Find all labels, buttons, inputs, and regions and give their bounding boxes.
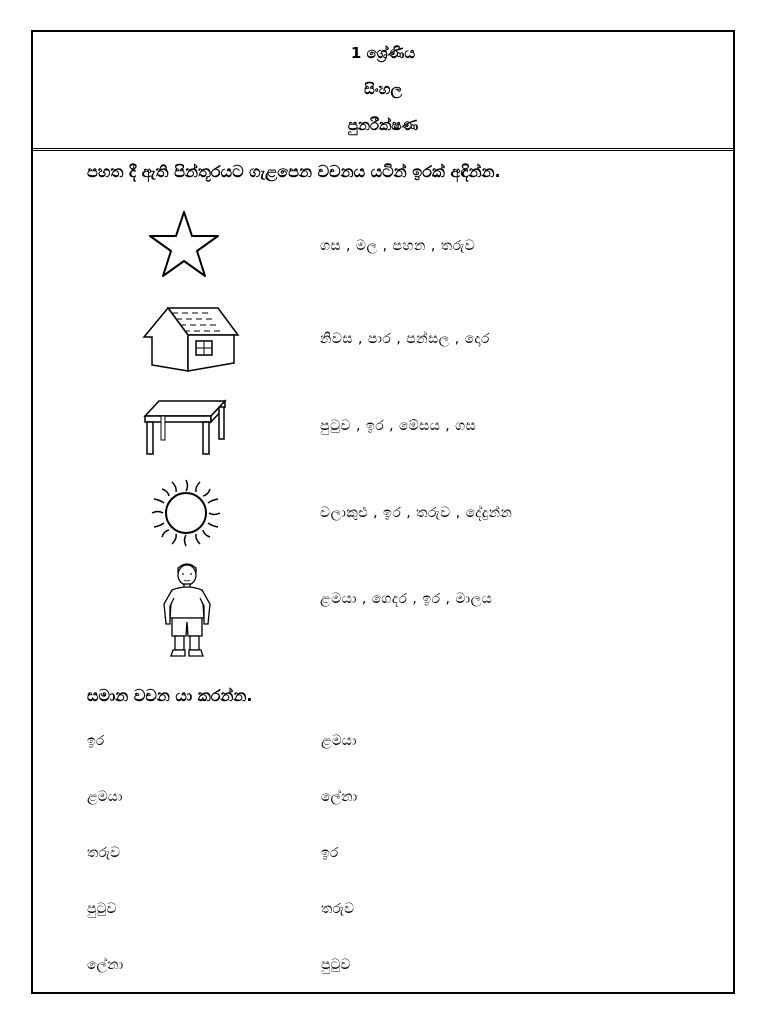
word-row-4: වලාකුළු , ඉර , තරුව , දේදුන්න [320, 505, 513, 521]
worksheet-header [31, 30, 735, 151]
table-icon [141, 398, 229, 456]
match-right-word: ඉර [321, 845, 339, 861]
worksheet-title: පුනරීක්ෂණ [347, 116, 419, 134]
match-left-word: ලේනා [87, 957, 124, 973]
word-row-3: පුටුව , ඉර , මේසය , ගස [320, 418, 477, 434]
word-row-1: ගස , මල , පහන , තරුව [320, 238, 476, 254]
section2-instruction: සමාන වචන යා කරන්න. [87, 686, 253, 705]
subject-label: සිංහල [364, 80, 402, 98]
boy-icon [160, 558, 214, 660]
match-right-word: පුටුව [321, 957, 351, 973]
section1-instruction: පහත දී ඇති පින්තූරයට ගැළපෙන වචනය යටින් ඉරක් අඳින්න. [87, 162, 501, 181]
word-row-2: නිවස , පාර , පන්සල , දොර [320, 331, 490, 347]
sun-icon [149, 478, 223, 548]
grade-label: 1 ශ්‍රේණිය [350, 44, 416, 62]
match-left-word: පුටුව [87, 901, 117, 917]
match-right-word: ලේනා [321, 789, 358, 805]
word-row-5: ළමයා , ගෙදර , ඉර , මාලය [320, 591, 493, 607]
match-left-word: ඉර [87, 733, 105, 749]
match-left-word: ළමයා [87, 789, 123, 805]
match-right-word: තරුව [321, 901, 355, 917]
star-icon [148, 209, 220, 279]
match-right-word: ළමයා [321, 733, 357, 749]
match-left-word: තරුව [87, 845, 121, 861]
house-icon [138, 305, 240, 375]
